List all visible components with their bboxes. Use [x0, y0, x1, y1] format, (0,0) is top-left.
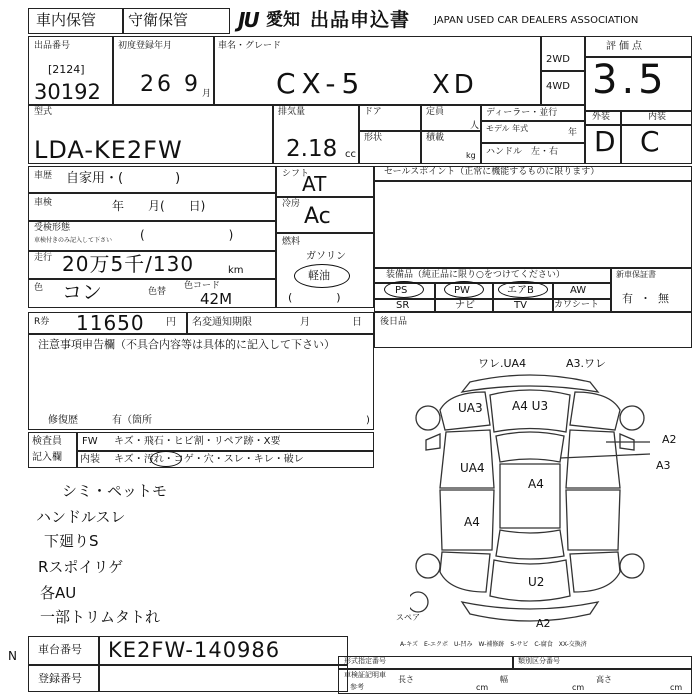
warranty-separator: ・ [640, 292, 651, 305]
color-code-label: 色コード [184, 281, 221, 291]
height-label: 高さ [596, 675, 612, 684]
type-number-label: 類別区分番号 [518, 657, 560, 665]
divider [28, 664, 348, 666]
divider [98, 636, 100, 692]
mark-trunk: U2 [528, 575, 545, 589]
form-title: 出品申込書 [310, 9, 411, 31]
repair-history-close: ) [366, 415, 370, 426]
score-value: 3.5 [592, 57, 668, 103]
received-sub: 車検付きのみ記入して下さい [34, 237, 113, 244]
seats-label: 定員 [426, 107, 445, 117]
registration-label: 登録番号 [38, 672, 82, 685]
handle-label: ハンドル 左・右 [486, 147, 559, 157]
first-registration-label: 初度登録年月 [118, 41, 173, 51]
note-line-1: シミ・ペットモ [62, 482, 168, 500]
divider [276, 196, 374, 198]
divider [620, 110, 622, 164]
form-number-label: 形式指定番号 [344, 657, 386, 665]
mark-left-fender: UA3 [458, 401, 483, 415]
fw-items: キズ・飛石・ヒビ割・リペア跡・X要 [114, 436, 281, 447]
mileage-label: 走行 [34, 253, 53, 263]
shift-label: シフト [282, 169, 310, 179]
indoor-storage-label: 車内保管 [36, 11, 97, 29]
org-name: 愛知 [266, 10, 300, 30]
use-history-label: 車歴 [34, 171, 53, 181]
mark-right-mirror: A2 [662, 433, 677, 446]
mark-left-rear-door: A4 [464, 515, 480, 529]
divider [76, 450, 374, 452]
chassis-label: 車台番号 [38, 643, 82, 656]
divider [512, 656, 514, 668]
year-unit: 年 [568, 128, 578, 138]
mark-rear-bumper: A2 [536, 617, 551, 630]
divider [374, 180, 692, 182]
interior-label: 内装 [648, 112, 667, 122]
interior-inspect-label: 内装 [80, 454, 100, 465]
month-unit: 月 [202, 89, 212, 99]
note-line-4: Rスポイリゲ [38, 558, 124, 576]
divider [213, 36, 215, 104]
spare-label: スペア [396, 613, 420, 622]
model-value: LDA-KE2FW [34, 136, 183, 164]
equip-aw: AW [570, 285, 587, 296]
received-label: 受検形態 [34, 223, 71, 233]
warranty-label: 新車保証書 [616, 270, 656, 279]
cooling-value: Ac [304, 204, 331, 229]
fw-label: FW [82, 436, 98, 447]
divider [358, 130, 480, 132]
repair-history-value: 有（箇所 [112, 415, 152, 426]
car-name-value: CX-5 [276, 67, 366, 100]
equip-navi: ナビ [455, 300, 475, 311]
equip-airbag: エアB [507, 285, 534, 296]
lot-number: 30192 [34, 80, 101, 104]
equip-pw-circle [444, 281, 484, 298]
divider [610, 268, 612, 312]
equip-tv: TV [514, 300, 527, 311]
model-label: 型式 [34, 107, 53, 117]
divider [28, 104, 584, 106]
divider [338, 668, 692, 670]
lot-sub-number: [2124] [48, 63, 85, 76]
displacement-label: 排気量 [278, 107, 306, 117]
divider [276, 232, 374, 234]
equip-ps-circle [384, 281, 424, 298]
fuel-diesel: 軽油 [308, 269, 330, 282]
use-history-value: 自家用・( ) [66, 171, 181, 186]
width-label: 幅 [500, 675, 508, 684]
guard-storage-label: 守衛保管 [128, 11, 189, 29]
received-value: ( ) [140, 228, 234, 242]
color-swap-label: 色替 [148, 287, 167, 297]
divider [480, 142, 584, 144]
equip-leather-seat: カワシート [554, 300, 600, 310]
km-unit: km [228, 265, 244, 276]
mark-front-bumper: ワレ.UA4 [478, 357, 527, 370]
equip-airbag-circle [498, 281, 548, 298]
first-registration-value: 26 9 [140, 72, 201, 97]
stain-circle [150, 451, 182, 467]
mark-hood: A4 U3 [512, 399, 549, 413]
inspector-label-2: 記入欄 [32, 452, 62, 463]
ref-sub-label: 参考 [350, 683, 364, 691]
equip-ps: PS [395, 285, 408, 296]
cc-unit: cc [345, 149, 356, 160]
notes-label: 注意事項申告欄（不具合内容等は具体的に記入して下さい） [38, 338, 335, 351]
mark-left-front-door: UA4 [460, 461, 485, 475]
displacement-value: 2.18 [286, 136, 338, 162]
mark-right-door: A3 [656, 459, 671, 472]
height-unit: cm [670, 683, 683, 692]
drive-4wd-option: 4WD [546, 81, 570, 92]
divider [420, 104, 422, 164]
chassis-value: KE2FW-140986 [108, 638, 281, 662]
shift-value: AT [302, 172, 327, 196]
divider [186, 312, 188, 334]
form-title-en: JAPAN USED CAR DEALERS ASSOCIATION [434, 15, 639, 26]
score-label: 評価点 [606, 41, 645, 52]
shape-label: 形状 [364, 133, 383, 143]
interior-grade: C [640, 125, 660, 158]
warranty-no: 無 [658, 292, 669, 305]
color-label: 色 [34, 283, 44, 293]
divider [28, 220, 276, 222]
name-change-label: 名変通知期限 [192, 317, 252, 328]
car-name-label: 車名・グレード [218, 41, 282, 51]
ref-label: 車検証記明車 [344, 671, 386, 679]
spec-box [338, 656, 692, 694]
fuel-gasoline: ガソリン [306, 251, 346, 262]
warranty-yes: 有 [622, 292, 633, 305]
damage-legend: A-キズ E-エクボ U-凹み W-補修跡 S-サビ C-腐食 XX-交換済 [400, 641, 587, 648]
repair-history-label: 修復歴 [48, 415, 78, 426]
note-line-6: 一部トリムタトれ [40, 608, 161, 626]
sales-point-label: セールスポイント（正常に機能するものに限ります） [384, 167, 600, 177]
divider [122, 8, 124, 34]
exterior-grade: D [594, 125, 616, 158]
divider [434, 282, 436, 312]
note-line-2: ハンドルスレ [36, 508, 126, 526]
divider [28, 192, 276, 194]
divider [480, 104, 482, 164]
note-line-5: 各AU [40, 584, 77, 602]
color-value: コン [62, 280, 102, 304]
later-items-label: 後日品 [380, 317, 408, 327]
inspection-value: 年 月( 日) [112, 199, 206, 213]
lot-number-label: 出品番号 [34, 41, 71, 51]
dealer-label: ディーラー・並行 [486, 108, 558, 118]
ju-logo: JU [238, 8, 258, 32]
inspection-label: 車検 [34, 198, 53, 208]
drive-2wd-option: 2WD [546, 54, 570, 65]
persons-unit: 人 [470, 121, 480, 131]
model-year-label: モデル 年式 [486, 124, 529, 133]
equip-pw: PW [454, 285, 470, 296]
note-line-3: 下廻りS [44, 532, 99, 550]
mark-roof: A4 [528, 477, 544, 491]
equip-sr: SR [396, 300, 410, 311]
recycle-value: 11650 [76, 311, 145, 335]
day-unit: 日 [352, 317, 362, 328]
divider [358, 104, 360, 164]
load-label: 積載 [426, 133, 445, 143]
margin-note: N [8, 649, 17, 663]
mileage-value: 20万5千/130 [62, 252, 195, 276]
divider [480, 120, 584, 122]
door-label: ドア [364, 107, 382, 117]
interior-inspect-items: キズ・汚れ・コゲ・穴・スレ・キレ・破レ [114, 454, 304, 465]
month-unit-2: 月 [300, 317, 310, 328]
divider [112, 36, 114, 104]
later-items-box [374, 312, 692, 348]
divider [492, 282, 494, 312]
divider [540, 70, 584, 72]
inspector-label: 検査員 [32, 436, 62, 447]
recycle-label: R券 [34, 317, 50, 327]
length-unit: cm [476, 683, 489, 692]
length-label: 長さ [398, 675, 414, 684]
mark-front-right: A3.ワレ [566, 357, 607, 370]
divider [272, 104, 274, 164]
grade-value: XD [432, 70, 478, 100]
yen-unit: 円 [166, 317, 176, 328]
fuel-other: ( ) [288, 291, 341, 304]
color-code-value: 42M [200, 290, 233, 308]
fuel-label: 燃料 [282, 237, 301, 247]
kg-unit: kg [466, 151, 476, 160]
width-unit: cm [572, 683, 585, 692]
equipment-label: 装備品（純正品に限り○をつけてください） [386, 270, 565, 280]
cooling-label: 冷房 [282, 199, 301, 209]
exterior-label: 外装 [592, 112, 611, 122]
